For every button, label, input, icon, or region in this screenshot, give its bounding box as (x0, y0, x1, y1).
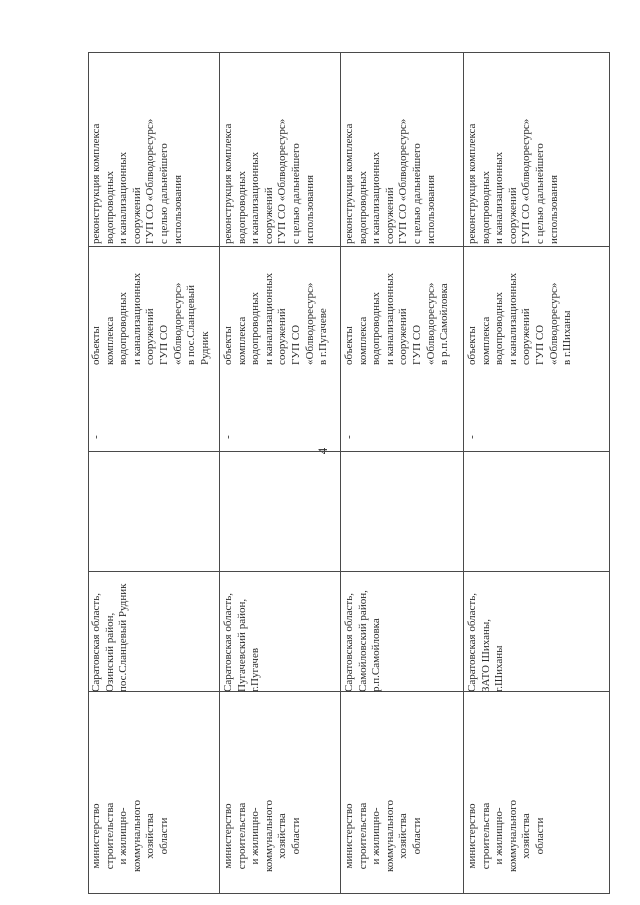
row-border-bottom (609, 52, 610, 894)
row-border-2 (340, 52, 341, 894)
table-row-1-purpose: реконструкция комплекса водопроводных и канализационных сооружений ГУП СО «Облводоресурс» с целью дальнейшего использования (90, 118, 184, 244)
table-row-2-location: Саратовская область, Пугачевский район, г.Пугачев (222, 592, 262, 692)
row-border-3 (463, 52, 464, 894)
row-border-top (88, 52, 89, 894)
col-border-left (88, 893, 610, 894)
table-row-3-purpose: реконструкция комплекса водопроводных и канализационных сооружений ГУП СО «Облводоресурс» с целью дальнейшего использования (343, 118, 437, 244)
row-border-1 (219, 52, 220, 894)
table-row-3-dash: - (343, 435, 355, 439)
table-wrapper (88, 52, 610, 894)
table-row-1-dash: - (90, 435, 102, 439)
table-row-3-location: Саратовская область, Самойловский район, р.п.Самойловка (343, 590, 383, 692)
table-row-2-dash: - (222, 435, 234, 439)
table-row-4-location: Саратовская область, ЗАТО Шиханы, г.Шиханы (466, 592, 506, 692)
rotated-table (88, 52, 610, 894)
table-row-1-ministry: министерство строительства и жилищно- коммунального хозяйства области (90, 800, 170, 872)
table-row-2-ministry: министерство строительства и жилищно- коммунального хозяйства области (222, 800, 302, 872)
col-border-4 (88, 246, 610, 247)
table-row-1-location: Саратовская область, Озинский район, пос.Сланцевый Рудник (90, 583, 130, 692)
table-row-2-object: объекты комплекса водопроводных и канализационных сооружений ГУП СО «Облводоресурс» в г.Пугачеве (222, 272, 330, 365)
table-row-4-ministry: министерство строительства и жилищно- коммунального хозяйства области (466, 800, 546, 872)
col-border-right (88, 52, 610, 53)
table-row-1-object: объекты комплекса водопроводных и канализационных сооружений ГУП СО «Облводоресурс» в пос.Сланцевый Рудник (90, 272, 211, 365)
table-row-4-dash: - (466, 435, 478, 439)
table-row-4-object: объекты комплекса водопроводных и канализационных сооружений ГУП СО «Облводоресурс» в г.Шиханы (466, 272, 574, 365)
table-row-3-ministry: министерство строительства и жилищно- коммунального хозяйства области (343, 800, 423, 872)
table-row-2-purpose: реконструкция комплекса водопроводных и канализационных сооружений ГУП СО «Облводоресурс» с целью дальнейшего использования (222, 118, 316, 244)
table-row-4-purpose: реконструкция комплекса водопроводных и канализационных сооружений ГУП СО «Облводоресурс» с целью дальнейшего использования (466, 118, 560, 244)
table-row-3-object: объекты комплекса водопроводных и канализационных сооружений ГУП СО «Облводоресурс» в р.п.Самойловка (343, 272, 451, 365)
